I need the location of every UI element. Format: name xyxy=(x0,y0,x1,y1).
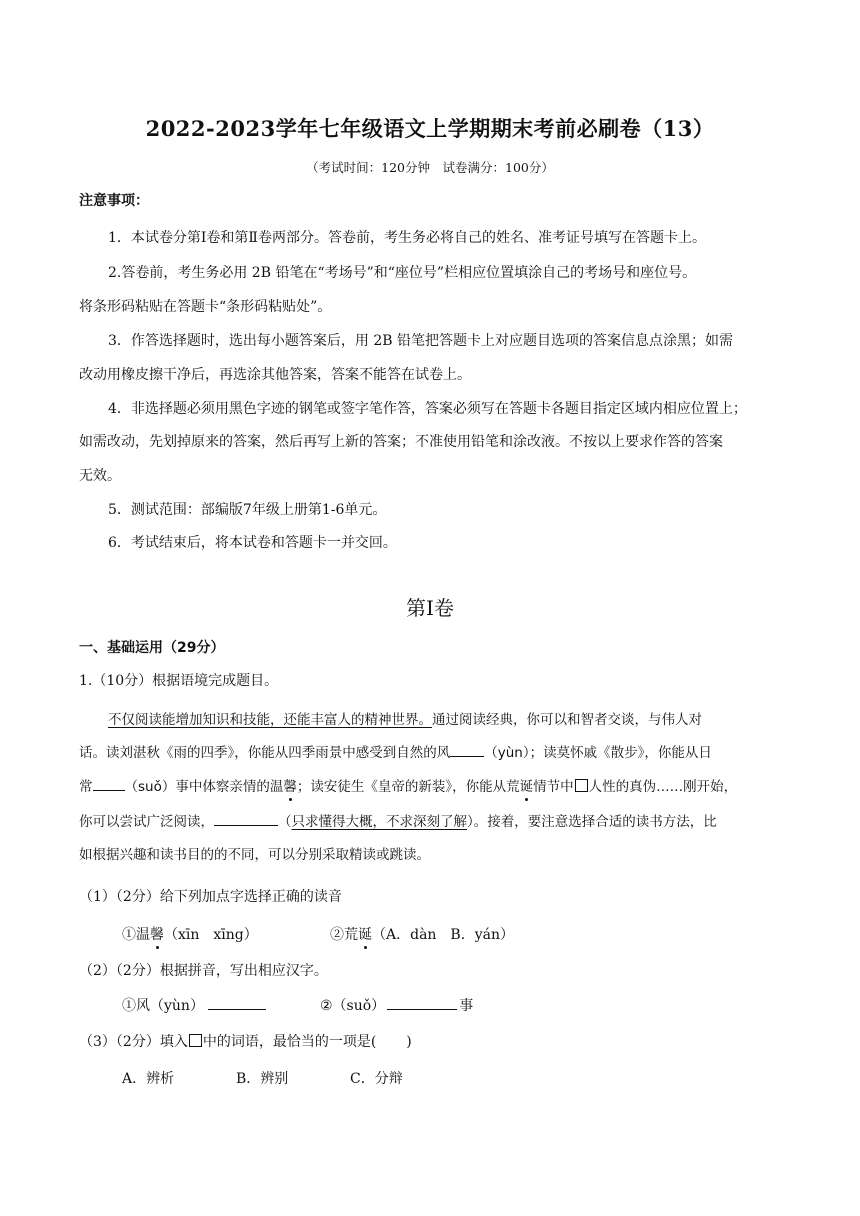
passage-line-5: 如根据兴趣和读书目的的不同，可以分别采取精读或跳读。 xyxy=(79,847,430,863)
sub-question-1-heading: （1）（2分）给下列加点字选择正确的读音 xyxy=(79,889,342,905)
notice-item-3-line-2: 改动用橡皮擦干净后，再选涂其他答案，答案不能答在试卷上。 xyxy=(79,367,471,383)
sub-question-3-heading: （3）（2分）填入 中的词语，最恰当的一项是( ) xyxy=(79,1034,412,1050)
sub-question-2-item-b: ②（suǒ） 事 xyxy=(320,995,473,1015)
passage-line-4: 你可以尝试广泛阅读， （只求懂得大概，不求深刻了解）。接着，要注意选择合适的读书方法，比 xyxy=(79,810,717,830)
answer-blank-b[interactable] xyxy=(387,995,457,1010)
exam-title: 2022-2023学年七年级语文上学期期末考前必刷卷（13） xyxy=(145,116,715,141)
underlined-sentence: 不仅阅读能增加知识和技能，还能丰富人的精神世界。 xyxy=(108,712,432,728)
notice-item-1: 1．本试卷分第Ⅰ卷和第Ⅱ卷两部分。答卷前，考生务必将自己的姓名、准考证号填写在答题卡上。 xyxy=(108,230,706,246)
sub-question-1-option-a: ①温馨（xīn xīng） xyxy=(122,927,258,943)
notice-item-2-line-1: 2.答卷前，考生务必用 2B 铅笔在“考场号”和“座位号”栏相应位置填涂自己的考场号和座位号。 xyxy=(108,265,697,281)
sub-question-2-heading: （2）（2分）根据拼音，写出相应汉字。 xyxy=(79,963,328,979)
question-1-heading: 1.（10分）根据语境完成题目。 xyxy=(79,673,279,689)
notice-heading: 注意事项： xyxy=(79,193,149,209)
option-b: B．辨别 xyxy=(236,1071,289,1087)
notice-item-3-line-1: 3．作答选择题时，选出每小题答案后，用 2B 铅笔把答题卡上对应题目选项的答案信息点涂黑；如需 xyxy=(108,333,734,349)
blank-suo[interactable] xyxy=(93,776,125,791)
dotted-char-xin: 馨 xyxy=(283,779,297,795)
option-a: A．辨析 xyxy=(122,1071,175,1087)
sub-question-1-option-b: ②荒诞（A．dàn B．yán） xyxy=(330,927,514,943)
passage-line-3: 常 （suǒ）事中体察亲情的温馨；读安徒生《皇帝的新装》，你能从荒诞情节中 人性的真伪……刚开始， xyxy=(79,775,737,795)
exam-subtitle: （考试时间：120分钟 试卷满分：100分） xyxy=(306,160,554,175)
blank-idiom[interactable] xyxy=(214,811,278,826)
part-heading: 一、基础运用（29分） xyxy=(79,640,225,656)
notice-item-4-line-2: 如需改动，先划掉原来的答案，然后再写上新的答案；不准使用铅笔和涂改液。不按以上要求作答的答案 xyxy=(79,434,723,450)
section-title: 第Ⅰ卷 xyxy=(406,596,454,620)
passage-line-1: 不仅阅读能增加知识和技能，还能丰富人的精神世界。通过阅读经典，你可以和智者交谈，与伟人对 xyxy=(108,712,702,728)
notice-item-5: 5．测试范围：部编版7年级上册第1-6单元。 xyxy=(108,502,387,518)
notice-item-4-line-3: 无效。 xyxy=(79,468,121,484)
fill-box[interactable] xyxy=(575,779,588,792)
notice-item-2-line-2: 将条形码粘贴在答题卡“条形码粘贴处”。 xyxy=(79,299,332,315)
blank-yun[interactable] xyxy=(450,742,484,757)
passage-line-2: 话。读刘湛秋《雨的四季》，你能从四季雨景中感受到自然的风 （yùn）；读莫怀戚《散步》，你能从日 xyxy=(79,741,712,761)
dotted-char-dan: 诞 xyxy=(519,779,534,795)
notice-item-6: 6．考试结束后，将本试卷和答题卡一并交回。 xyxy=(108,535,397,551)
notice-item-4-line-1: 4．非选择题必须用黑色字迹的钢笔或签字笔作答，答案必须写在答题卡各题目指定区域内相应位置上； xyxy=(108,401,747,417)
underlined-phrase: 只求懂得大概，不求深刻了解 xyxy=(291,814,467,830)
answer-blank-a[interactable] xyxy=(208,995,266,1010)
sub-question-2-item-a: ①风（yùn） xyxy=(122,995,266,1015)
option-c: C．分辩 xyxy=(350,1071,403,1087)
